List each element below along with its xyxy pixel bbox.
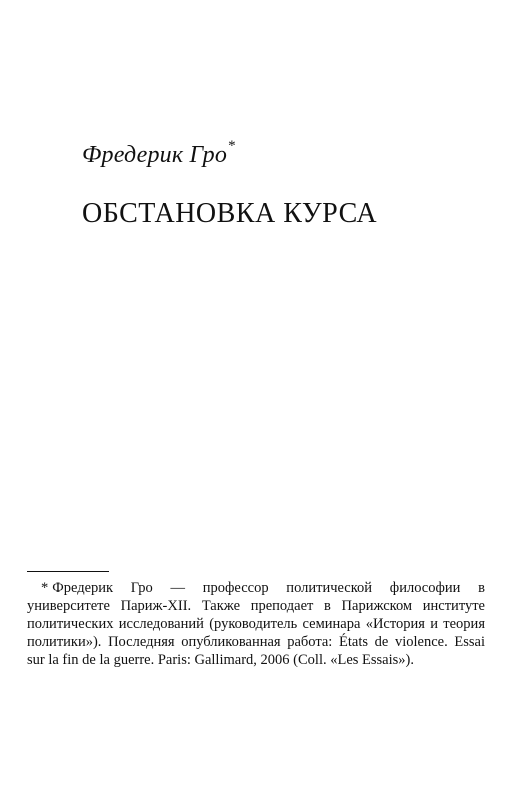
footnote xyxy=(27,579,485,669)
footnote-reference-marker: * xyxy=(228,138,236,154)
author-heading xyxy=(82,138,236,169)
footnote-marker: * xyxy=(41,580,49,596)
footnote-divider xyxy=(27,571,109,572)
author-name: Фредерик Гро xyxy=(82,142,228,168)
footnote-text: Фредерик Гро — профессор политической философии в университете Париж-XII. Также преподает в Парижском институте политических исследований (руководитель семинара «История и теория политики»). Последняя опубликованная работа: États de violence. Essai sur la fin de la guerre. Paris: Gallimard, 2006 (Coll. «Les Essais»). xyxy=(27,580,485,668)
chapter-title: ОБСТАНОВКА КУРСА xyxy=(82,198,378,229)
